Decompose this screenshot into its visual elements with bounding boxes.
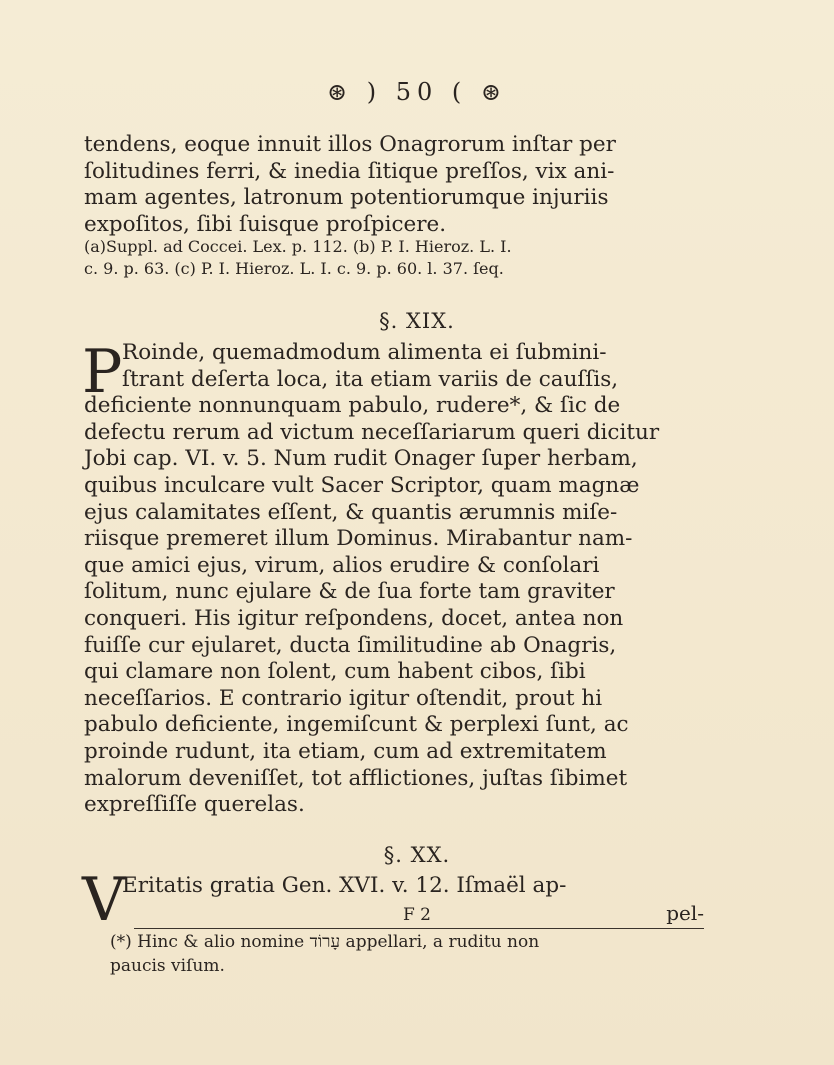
- text-line: neceſſarios. E contrario igitur oſtendit, prout hi: [84, 685, 603, 711]
- text-line: ejus calamitates eſſent, & quantis ærumnis miſe-: [84, 499, 618, 525]
- footnote-line: paucis viſum.: [110, 956, 225, 976]
- text-line: defectu rerum ad victum neceſſariarum queri dicitur: [84, 419, 660, 445]
- text-line: proinde rudunt, ita etiam, cum ad extremitatem: [84, 738, 607, 764]
- text-line: Eritatis gratia Gen. XVI. v. 12. Iſmaël ap-: [122, 873, 567, 898]
- section-heading-20: §. XX.: [383, 843, 451, 867]
- section-19-body: [82, 337, 706, 819]
- text-line: fuiſſe cur ejularet, ducta ſimilitudine ab Onagris,: [84, 632, 617, 658]
- text-line: ſolitum, nunc ejulare & de ſua forte tam graviter: [84, 579, 615, 605]
- text-line: ſtrant deſerta loca, ita etiam variis de cauſſis,: [122, 366, 619, 392]
- text-line: expreſſiſſe querelas.: [84, 792, 305, 818]
- text-line: ſolitudines ferri, & inedia ſitique preſſos, vix ani-: [84, 158, 615, 184]
- text-line: conqueri. His igitur reſpondens, docet, antea non: [84, 605, 624, 631]
- section-heading-19: §. XIX.: [379, 309, 455, 333]
- footnote-line: (*) Hinc & alio nomine עָרוֹד appellari, a ruditu non: [110, 932, 540, 952]
- text-line: pabulo deficiente, ingemiſcunt & perplexi ſunt, ac: [84, 712, 629, 738]
- text-line: quibus inculcare vult Sacer Scriptor, quam magnæ: [84, 472, 640, 498]
- catchword: pel-: [666, 901, 704, 925]
- text-line: Roinde, quemadmodum alimenta ei ſubmini-: [122, 340, 607, 365]
- text-line: malorum deveniſſet, tot afflictiones, juſtas ſibimet: [84, 765, 628, 791]
- note-line: (a)Suppl. ad Coccei. Lex. p. 112. (b) P. I. Hieroz. L. I.: [84, 237, 512, 256]
- text-line: Jobi cap. VI. v. 5. Num rudit Onager ſuper herbam,: [84, 446, 638, 472]
- text-line: mam agentes, latronum potentiorumque injuriis: [84, 185, 609, 211]
- footnote: [110, 930, 706, 978]
- reference-notes: [84, 236, 710, 280]
- signature-mark: F 2: [402, 905, 431, 925]
- note-line: c. 9. p. 63. (c) P. I. Hieroz. L. I. c. 9. p. 60. l. 37. ſeq.: [84, 259, 504, 278]
- text-line: deficiente nonnunquam pabulo, rudere*, & ſic de: [84, 393, 621, 419]
- text-line: riisque premeret illum Dominus. Mirabantur nam-: [84, 526, 633, 552]
- drop-capital: V: [82, 865, 126, 935]
- text-line: qui clamare non ſolent, cum habent cibos, ſibi: [84, 659, 586, 685]
- text-line: expoſitos, ſibi ſuisque proſpicere.: [84, 211, 447, 237]
- running-head: ⊛ ) 50 ( ⊛: [327, 78, 507, 106]
- drop-capital: P: [82, 337, 123, 407]
- paragraph-continued: [84, 132, 706, 238]
- text-line: que amici ejus, virum, alios erudire & conſolari: [84, 552, 600, 578]
- text-line: tendens, eoque innuit illos Onagrorum inſtar per: [84, 132, 616, 157]
- section-20-body: [84, 873, 706, 900]
- footnote-rule: [134, 928, 704, 929]
